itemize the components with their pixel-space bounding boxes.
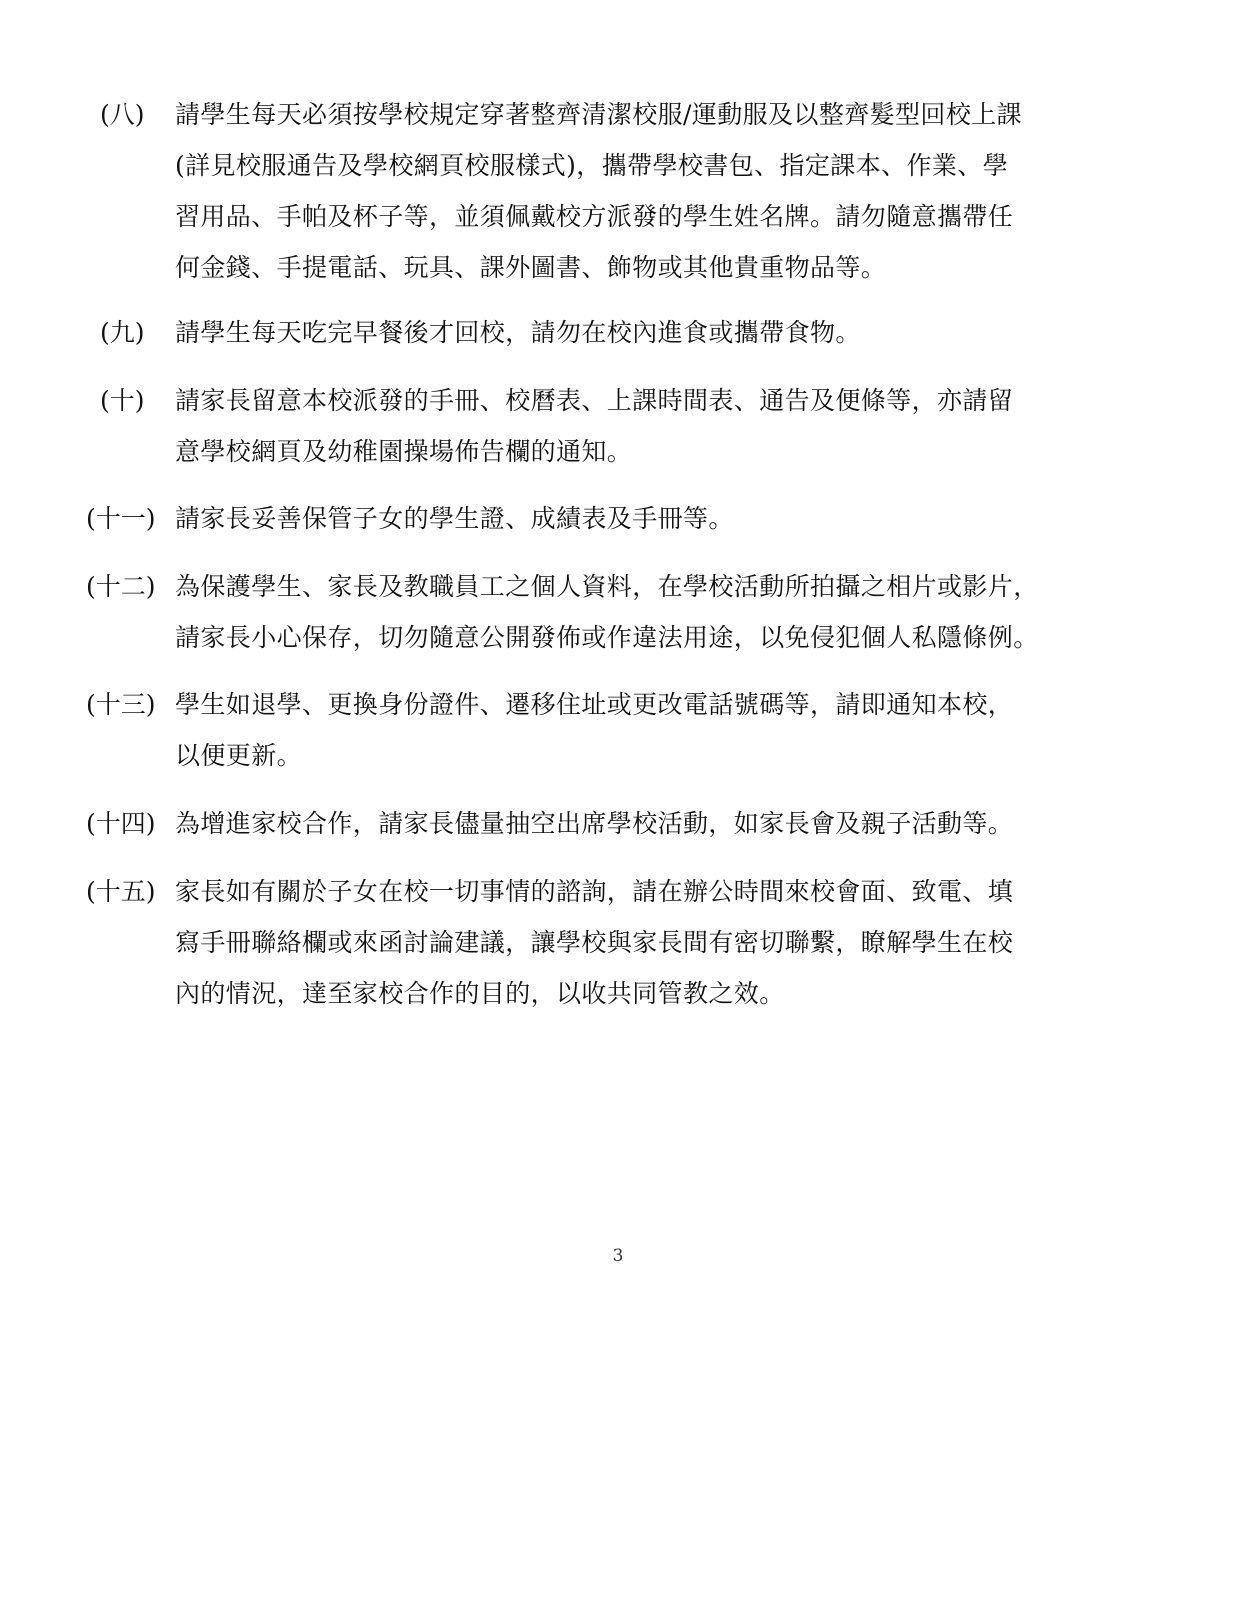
item-text-line: 以便更新。 [175, 741, 303, 770]
page-number: 3 [612, 1246, 624, 1266]
item-number: (十三) [86, 690, 156, 719]
item-text-line: (詳見校服通告及學校網頁校服樣式)，攜帶學校書包、指定課本、作業、學 [175, 151, 1009, 180]
item-text-line: 學生如退學、更換身份證件、遷移住址或更改電話號碼等，請即通知本校， [175, 690, 1014, 719]
item-text-line: 寫手冊聯絡欄或來函討論建議，讓學校與家長間有密切聯繫，瞭解學生在校 [175, 928, 1014, 957]
item-number: (十五) [86, 877, 156, 906]
item-number: (十二) [86, 572, 156, 601]
item-number: (九) [100, 318, 145, 347]
item-text-line: 家長如有關於子女在校一切事情的諮詢，請在辦公時間來校會面、致電、填 [175, 877, 1014, 906]
item-text-line: 習用品、手帕及杯子等，並須佩戴校方派發的學生姓名牌。請勿隨意攜帶任 [175, 202, 1014, 231]
item-number: (十) [100, 386, 145, 415]
item-text-line: 為保護學生、家長及教職員工之個人資料，在學校活動所拍攝之相片或影片， [175, 572, 1039, 601]
item-text-line: 何金錢、手提電話、玩具、課外圖書、飾物或其他貴重物品等。 [175, 253, 887, 282]
item-number: (十四) [86, 809, 156, 838]
item-text-line: 請家長小心保存，切勿隨意公開發佈或作違法用途，以免侵犯個人私隱條例。 [175, 623, 1039, 652]
item-number: (十一) [86, 504, 156, 533]
item-text-line: 請家長妥善保管子女的學生證、成績表及手冊等。 [175, 504, 734, 533]
item-text-line: 為增進家校合作，請家長儘量抽空出席學校活動，如家長會及親子活動等。 [175, 809, 1014, 838]
item-number: (八) [100, 100, 145, 129]
item-text-line: 意學校網頁及幼稚園操場佈告欄的通知。 [175, 437, 633, 466]
item-text-line: 請學生每天吃完早餐後才回校，請勿在校內進食或攜帶食物。 [175, 318, 861, 347]
item-text-line: 內的情況，達至家校合作的目的，以收共同管教之效。 [175, 979, 785, 1008]
item-text-line: 請學生每天必須按學校規定穿著整齊清潔校服/運動服及以整齊髮型回校上課 [175, 100, 1023, 129]
item-text-line: 請家長留意本校派發的手冊、校曆表、上課時間表、通告及便條等，亦請留 [175, 386, 1014, 415]
